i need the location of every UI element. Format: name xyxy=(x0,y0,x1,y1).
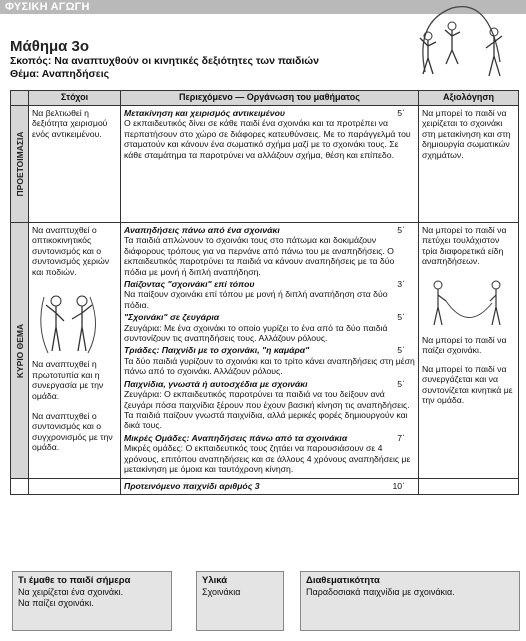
lesson-goal: Σκοπός: Να αναπτυχθούν οι κινητικές δεξιότητες των παιδιών xyxy=(10,55,319,67)
activity-title: "Σχοινάκι" σε ζευγάρια 5΄ xyxy=(124,312,405,323)
phase1-goal: Να βελτιωθεί η δεξιότητα χειρισμού ενός αντικειμένου. xyxy=(29,106,121,223)
phase2-row xyxy=(11,223,519,479)
phase2-activities xyxy=(121,223,419,479)
phase1-label: ΠΡΟΕΤΟΙΜΑΣΙΑ xyxy=(14,131,25,197)
materials-text: Σχοινάκια xyxy=(202,587,241,597)
goal-item: Να αναπτυχθεί η πρωτοτυπία και η συνεργασία με την ομάδα. xyxy=(32,359,104,401)
phase2-evaluations xyxy=(419,223,519,479)
evaluation-item: Να μπορεί το παιδί να παίζει σχοινάκι. xyxy=(422,335,507,356)
activity xyxy=(124,345,415,376)
activity-text: Μικρές ομάδες: Ο εκπαιδευτικός τους ζητάει να παρουσιάσουν σε 4 χρόνους, επιτόπου αναπηδήσεις και σε άλλους 4 χρόνους αναπηδήσεις με μετακίνηση με όμοια και ταυτόχρονη κίνηση. xyxy=(124,443,411,474)
final-game-row xyxy=(11,479,519,494)
final-spacer-2 xyxy=(29,479,121,494)
activity xyxy=(124,312,415,343)
activity xyxy=(124,433,415,475)
activity xyxy=(124,379,415,431)
activity-text: Ζευγάρια: Με ένα σχοινάκι το οποίο γυρίζει το ένα από τα δύο παιδιά συντονίζουν τις αναπηδήσεις τους. Αλλάζουν ρόλους. xyxy=(124,322,388,344)
goal-item: Να αναπτυχθεί ο συντονισμός και ο συγχρονισμός με την ομάδα. xyxy=(32,411,113,453)
kids-rope-illustration xyxy=(422,275,514,333)
phase2-label: ΚΥΡΙΟ ΘΕΜΑ xyxy=(14,323,25,378)
evaluation-item: Να μπορεί το παιδί να συνεργάζεται και να συντονίζεται κινητικά με την ομάδα. xyxy=(422,363,513,406)
learned-line: Να παίζει σχοινάκι. xyxy=(18,598,94,608)
phase1-row xyxy=(11,106,519,223)
activity-text: Τα παιδιά απλώνουν το σχοινάκι τους στο πάτωμα και δοκιμάζουν διάφορους τρόπους για να περνάνε από πάνω του με αναπηδήσεις. Ο εκπαιδευτικός παροτρύνει τα παιδιά να κάνουν αναπηδήσεις με τα δύο πόδια με μονή ή διπλή αναπήδηση. xyxy=(124,235,395,277)
phase1-label-cell xyxy=(11,106,29,223)
header-content: Περιεχόμενο — Οργάνωση του μαθήματος xyxy=(121,91,419,106)
cross-curricular-box xyxy=(300,571,520,631)
header-spacer xyxy=(11,91,29,106)
section-title: ΦΥΣΙΚΗ ΑΓΩΓΗ xyxy=(5,1,90,13)
phase2-label-cell xyxy=(11,223,29,479)
lesson-title: Μάθημα 3ο xyxy=(10,38,90,55)
activity xyxy=(124,279,415,310)
final-game-title: Προτεινόμενο παιχνίδι αριθμός 3 xyxy=(124,481,260,492)
final-game-cell xyxy=(121,479,419,494)
activity-title: Παιχνίδια, γνωστά ή αυτοσχέδια με σχοινάκι 5΄ xyxy=(124,378,405,389)
cross-text: Παραδοσιακά παιχνίδια με σχοινάκια. xyxy=(306,587,455,597)
children-jumping-rope-illustration xyxy=(390,2,526,86)
activity-text: Τα δύο παιδιά γυρίζουν το σχοινάκι και το τρίτο κάνει αναπηδήσεις στη μέση πάνω από το σχοινάκι. Αλλάζουν ρόλους. xyxy=(124,355,415,377)
lesson-plan-table xyxy=(10,90,519,495)
final-spacer-3 xyxy=(419,479,519,494)
final-game-duration: 10΄ xyxy=(392,481,405,492)
learned-today-box xyxy=(12,571,172,631)
materials-title: Υλικά xyxy=(202,575,228,586)
header-evaluation: Αξιολόγηση xyxy=(419,91,519,106)
activity-title: Αναπηδήσεις πάνω από ένα σχοινάκι 5΄ xyxy=(124,225,405,235)
lesson-topic: Θέμα: Αναπηδήσεις xyxy=(10,68,110,80)
phase2-goals xyxy=(29,223,121,479)
materials-box xyxy=(196,571,284,631)
goal-item: Να αναπτυχθεί ο οπτικοκινητικός συντονισμός και ο συντονισμός χεριών και ποδιών. xyxy=(32,225,110,277)
girls-skipping-illustration xyxy=(32,287,112,357)
activity-text: Ο εκπαιδευτικός δίνει σε κάθε παιδί ένα σχοινάκι και τα προτρέπει να περπατήσουν στο χώρο σε διάφορες κατευθύνσεις. Με το παράγγελμά του σταματούν και κάνουν ένα σωματικό σχήμα μαζί με το σχοινάκι τους. Σε κάθε σταμάτημα τα παροτρύνει να αλλάζουν σχήμα, θέση και επίπεδο. xyxy=(124,118,411,160)
header-goals: Στόχοι xyxy=(29,91,121,106)
activity-title: Μετακίνηση και χειρισμός αντικειμένου 5΄ xyxy=(124,108,405,118)
activity-text: Ζευγάρια: Ο εκπαιδευτικός παροτρύνει τα παιδιά να του δείξουν ανά ζευγάρι πόσα παιχνίδια ξέρουν που έχουν βασική κίνηση τις αναπηδήσεις. Τα παιδιά παίζουν γνωστά παιχνίδια, αλλά μερικές φορές δημιουργούν και δικά τους. xyxy=(124,389,410,431)
phase1-evaluation: Να μπορεί το παιδί να χειρίζεται το σχοινάκι στη μετακίνηση και στη δημιουργία σωματικών σχημάτων. xyxy=(419,106,519,223)
final-spacer xyxy=(11,479,29,494)
activity-title: Τριάδες: Παιχνίδι με το σχοινάκι, "η καμάρα" 5΄ xyxy=(124,345,405,356)
table-header-row xyxy=(11,91,519,106)
phase1-activity xyxy=(121,106,419,223)
learned-line: Να χειρίζεται ένα σχοινάκι. xyxy=(18,587,124,597)
activity-title: Παίζοντας "σχοινάκι" επί τόπου 3΄ xyxy=(124,279,405,290)
activity-text: Να παίξουν σχοινάκι επί τόπου με μονή ή διπλή αναπήδηση στα δύο πόδια. xyxy=(124,289,388,310)
cross-title: Διαθεματικότητα xyxy=(306,575,380,586)
learned-title: Τι έμαθε το παιδί σήμερα xyxy=(18,575,131,586)
evaluation-item: Να μπορεί το παιδί να πετύχει τουλάχιστον τρία διαφορετικά είδη αναπηδήσεων. xyxy=(422,225,507,267)
activity-title: Μικρές Ομάδες: Αναπηδήσεις πάνω από τα σχοινάκια 7΄ xyxy=(124,432,405,443)
activity xyxy=(124,225,415,277)
